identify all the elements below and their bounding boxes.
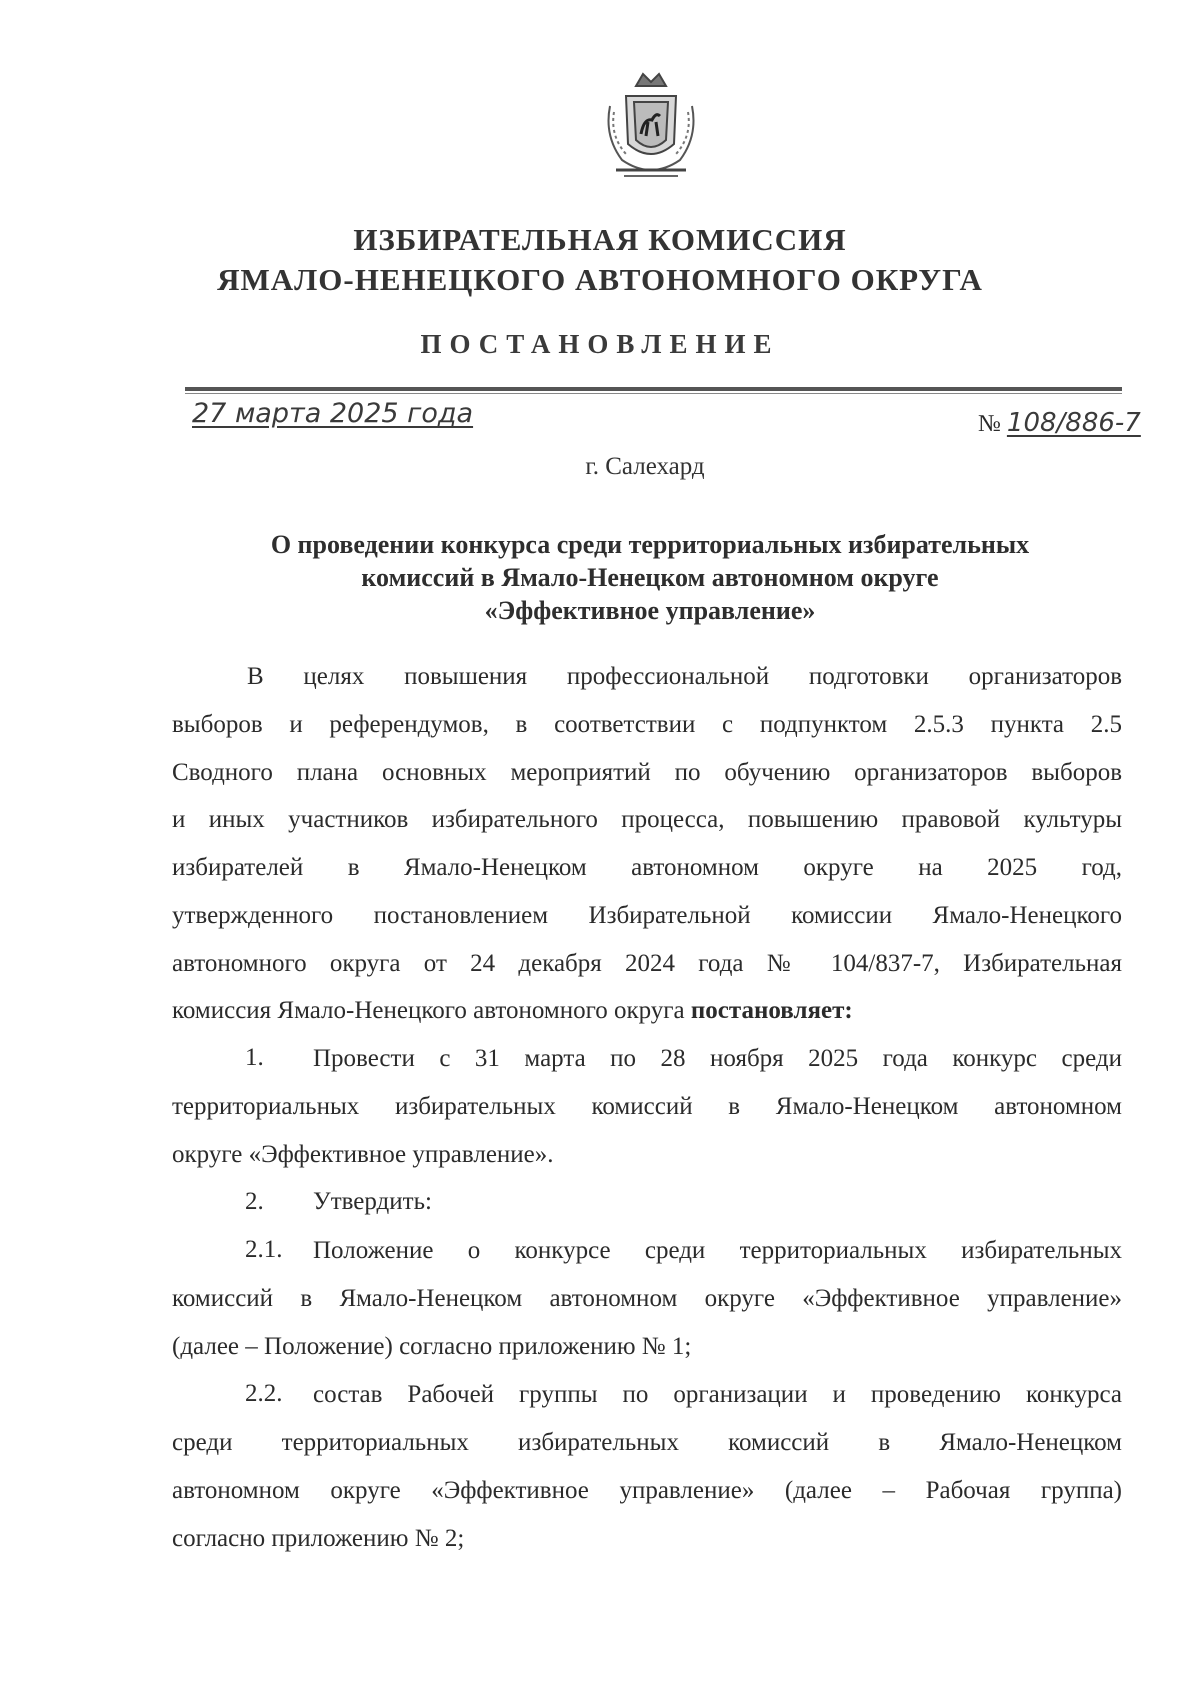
item-1-line: территориальных избирательных комиссий в Ямало-Ненецком автономном	[172, 1093, 1122, 1120]
number-handwritten: 108/886-7	[1006, 408, 1141, 438]
document-number	[978, 408, 1141, 438]
preamble-line: автономного округа от 24 декабря 2024 года № 104/837-7, Избирательная	[172, 950, 1122, 977]
item-2-number: 2.	[245, 1188, 264, 1215]
preamble-line: В целях повышения профессиональной подготовки организаторов	[247, 663, 1122, 690]
preamble-line: избирателей в Ямало-Ненецком автономном округе на 2025 год,	[172, 854, 1122, 881]
coat-of-arms-icon	[596, 66, 706, 186]
number-prefix: №	[978, 411, 1001, 437]
header-divider-thin	[185, 393, 1122, 394]
document-type: ПОСТАНОВЛЕНИЕ	[420, 329, 780, 359]
preamble-last-line	[172, 996, 1122, 1026]
preamble-line: и иных участников избирательного процесса, повышению правовой культуры	[172, 806, 1122, 833]
city: г. Салехард	[585, 453, 705, 480]
preamble-last-text: комиссия Ямало-Ненецкого автономного округа	[172, 997, 691, 1024]
item-1-number: 1.	[245, 1044, 264, 1071]
preamble-line: Сводного плана основных мероприятий по обучению организаторов выборов	[172, 759, 1122, 786]
document-title-line2: комиссий в Ямало-Ненецком автономном округе	[361, 563, 939, 592]
date-handwritten: 27 марта 2025 года	[192, 398, 474, 429]
preamble-line: выборов и референдумов, в соответствии с подпунктом 2.5.3 пункта 2.5	[172, 711, 1122, 738]
document-title-line3: «Эффективное управление»	[484, 596, 816, 625]
item-2-1-line: комиссий в Ямало-Ненецком автономном округе «Эффективное управление»	[172, 1285, 1122, 1312]
item-2-1-number: 2.1.	[245, 1236, 283, 1263]
item-2-2-line: автономном округе «Эффективное управление» (далее – Рабочая группа)	[172, 1477, 1122, 1504]
organization-name-line2: ЯМАЛО-НЕНЕЦКОГО АВТОНОМНОГО ОКРУГА	[217, 262, 983, 297]
item-1-line: Провести с 31 марта по 28 ноября 2025 года конкурс среди	[313, 1045, 1122, 1072]
document-date	[192, 398, 473, 429]
item-2-2-line: согласно приложению № 2;	[172, 1525, 465, 1552]
item-2-2-line: состав Рабочей группы по организации и проведению конкурса	[313, 1381, 1122, 1408]
item-2-1-line: Положение о конкурсе среди территориальных избирательных	[313, 1237, 1122, 1264]
document-title-line1: О проведении конкурса среди территориальных избирательных	[270, 530, 1030, 559]
organization-name-line1: ИЗБИРАТЕЛЬНАЯ КОМИССИЯ	[353, 222, 847, 257]
item-2-2-line: среди территориальных избирательных комиссий в Ямало-Ненецком	[172, 1429, 1122, 1456]
item-2-2-number: 2.2.	[245, 1380, 283, 1407]
preamble-line: утвержденного постановлением Избирательной комиссии Ямало-Ненецкого	[172, 902, 1122, 929]
item-2-1-line: (далее – Положение) согласно приложению № 1;	[172, 1333, 692, 1360]
resolves-word: постановляет:	[690, 997, 853, 1024]
item-1-line: округе «Эффективное управление».	[172, 1141, 554, 1168]
item-2-text: Утвердить:	[313, 1188, 432, 1215]
header-divider	[185, 387, 1122, 391]
